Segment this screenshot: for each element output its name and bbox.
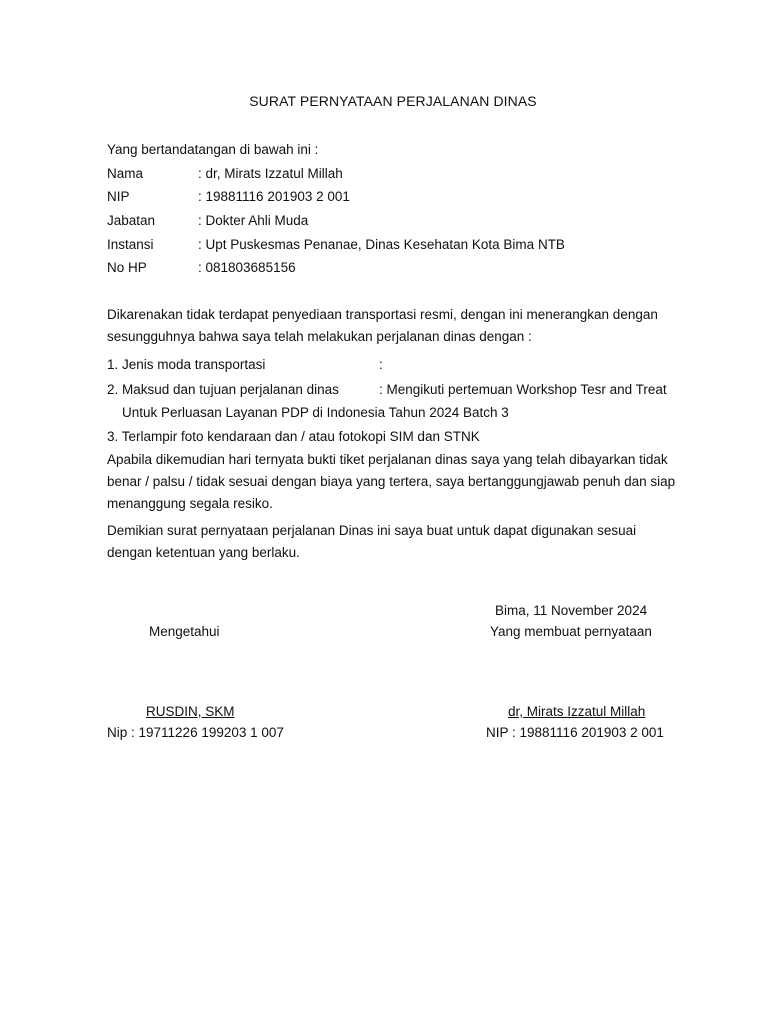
left-signer-role: Mengetahui [149,624,220,639]
identity-value-nip: : 19881116 201903 2 001 [198,189,350,204]
identity-label-instansi: Instansi [107,237,154,252]
item-2-continuation: Untuk Perluasan Layanan PDP di Indonesia Tahun 2024 Batch 3 [122,405,509,420]
place-date: Bima, 11 November 2024 [495,603,648,618]
left-signer-nip: Nip : 19711226 199203 1 007 [107,725,284,740]
identity-value-instansi: : Upt Puskesmas Penanae, Dinas Kesehatan Kota Bima NTB [198,237,565,252]
identity-label-nama: Nama [107,166,144,181]
identity-label-nip: NIP [107,189,130,204]
liability-paragraph: Apabila dikemudian hari ternyata bukti tiket perjalanan dinas saya yang telah dibayarkan tidak benar / palsu / tidak sesuai dengan biaya yang tertera, saya bertanggungjawab penuh dan siap menanggung segala resiko. [107,452,676,511]
statement-paragraph: Dikarenakan tidak terdapat penyediaan transportasi resmi, dengan ini menerangkan dengan sesungguhnya bahwa saya telah melakukan perjalanan dinas dengan : [107,307,658,344]
item-3-label: 3. Terlampir foto kendaraan dan / atau fotokopi SIM dan STNK [107,429,480,444]
identity-label-jabatan: Jabatan [107,213,156,228]
intro-text: Yang bertandatangan di bawah ini : [107,142,319,157]
identity-value-jabatan: : Dokter Ahli Muda [198,213,309,228]
identity-value-nama: : dr, Mirats Izzatul Millah [198,166,343,181]
right-signer-name: dr, Mirats Izzatul Millah [508,704,646,719]
item-1-label: 1. Jenis moda transportasi [107,357,266,372]
right-signer-nip: NIP : 19881116 201903 2 001 [486,725,664,740]
identity-value-nohp: : 081803685156 [198,260,296,275]
identity-label-nohp: No HP [107,260,147,275]
document-title: SURAT PERNYATAAN PERJALANAN DINAS [249,93,537,109]
item-2-label: 2. Maksud dan tujuan perjalanan dinas [107,382,339,397]
closing-paragraph: Demikian surat pernyataan perjalanan Dinas ini saya buat untuk dapat digunakan sesuai dengan ketentuan yang berlaku. [107,523,637,560]
left-signer-name: RUSDIN, SKM [146,704,235,719]
item-1-value: : [379,357,383,372]
item-2-value: : Mengikuti pertemuan Workshop Tesr and Treat [379,382,667,397]
right-signer-role: Yang membuat pernyataan [490,624,652,639]
